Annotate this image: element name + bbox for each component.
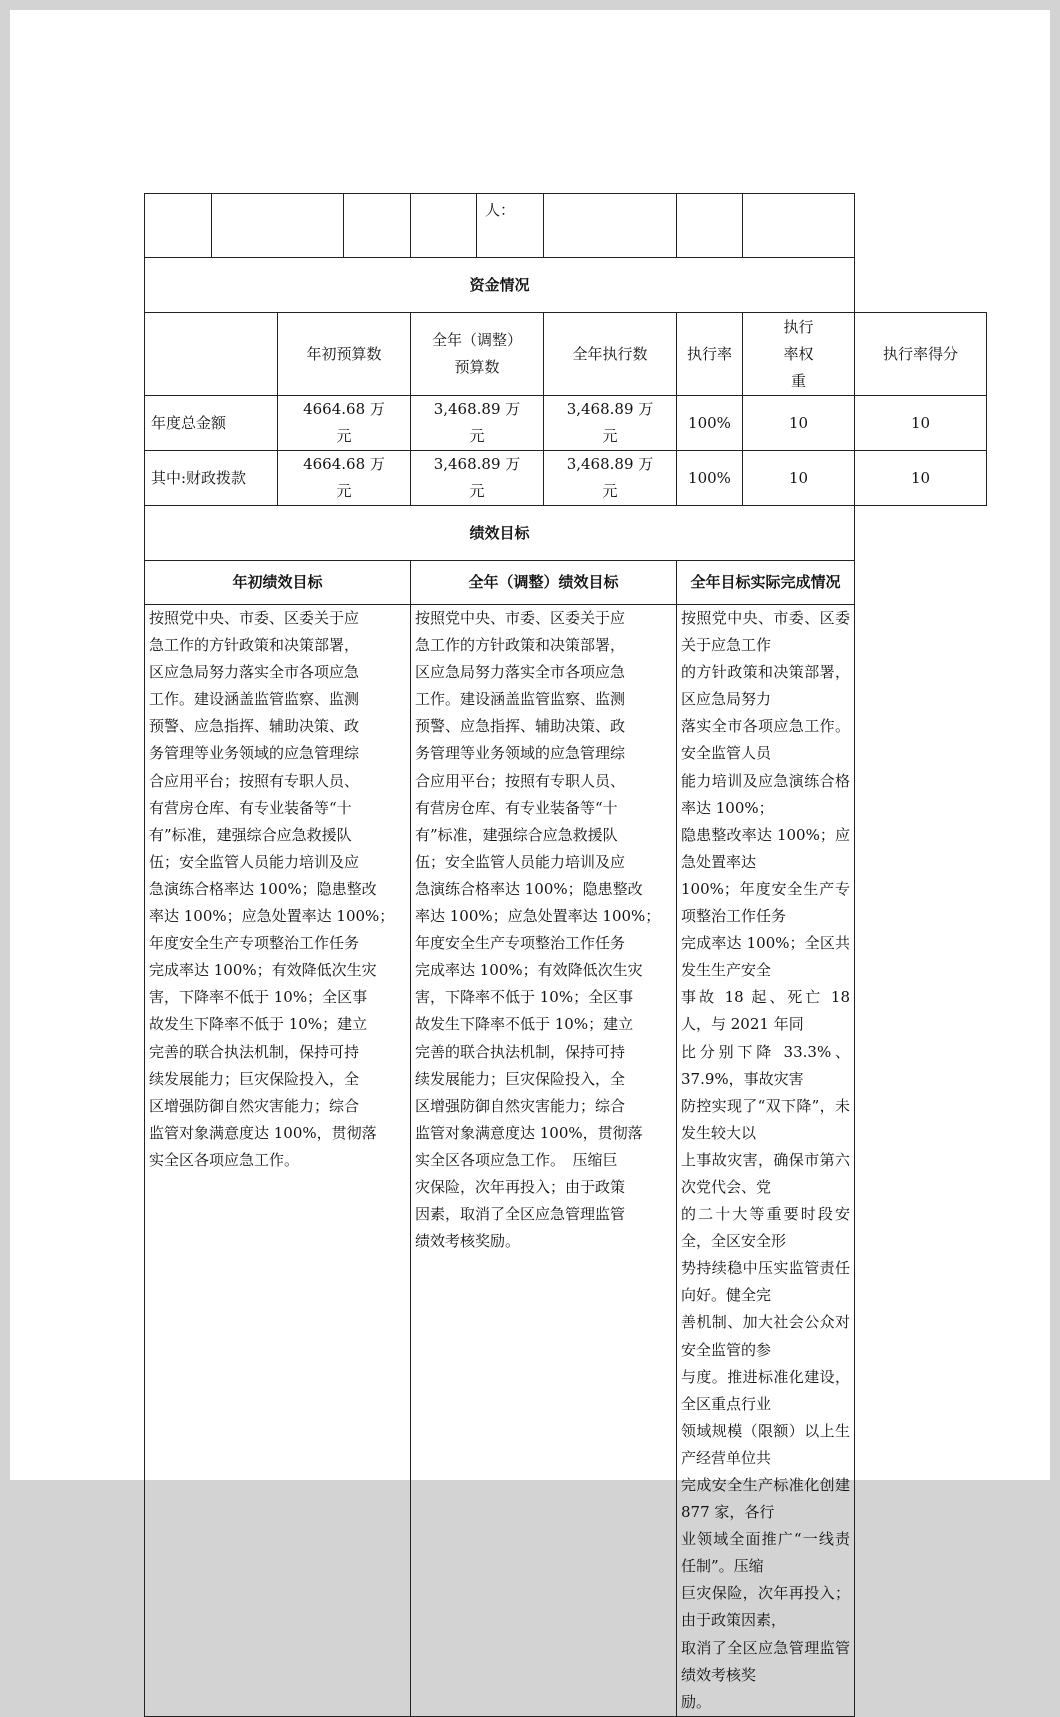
text-line: 区增强防御自然灾害能力；综合 bbox=[415, 1096, 626, 1115]
text-line: 灾保险，次年再投入；由于政策 bbox=[415, 1177, 626, 1196]
text-line: 按照党中央、市委、区委关于应 bbox=[415, 609, 626, 627]
empty-cell bbox=[677, 194, 743, 258]
adjusted-budget-value bbox=[411, 451, 544, 506]
empty-cell bbox=[145, 194, 212, 258]
empty-cell bbox=[212, 194, 344, 258]
empty-cell bbox=[411, 194, 477, 258]
empty-cell bbox=[544, 194, 677, 258]
executed-line1: 3,468.89 万 bbox=[566, 455, 654, 473]
text-line: 业领域全面推广“一线责任制”。压缩 bbox=[681, 1530, 850, 1576]
performance-section-title: 绩效目标 bbox=[145, 506, 855, 561]
executed-line2: 元 bbox=[602, 427, 618, 445]
text-line: 伍；安全监管人员能力培训及应 bbox=[149, 852, 360, 871]
performance-content-row bbox=[145, 605, 987, 1717]
text-line: 完成安全生产标准化创建 877 家，各行 bbox=[681, 1476, 850, 1522]
text-line: 有”标准，建强综合应急救援队 bbox=[415, 825, 618, 844]
rate-value: 100% bbox=[677, 396, 743, 451]
col-actual-result: 全年目标实际完成情况 bbox=[677, 561, 855, 605]
text-line: 完善的联合执法机制，保持可持 bbox=[415, 1042, 626, 1061]
text-line: 防控实现了“双下降”，未发生较大以 bbox=[681, 1096, 850, 1142]
empty-cell bbox=[743, 194, 855, 258]
header-score: 执行率得分 bbox=[855, 313, 987, 396]
text-line: 实全区各项应急工作。 压缩巨 bbox=[415, 1150, 618, 1169]
text-line: 率达 100%；应急处置率达 100%； bbox=[415, 907, 661, 926]
header-rate: 执行率 bbox=[677, 313, 743, 396]
header-initial-budget: 年初预算数 bbox=[278, 313, 411, 396]
text-line: 区应急局努力落实全市各项应急 bbox=[149, 663, 360, 682]
text-line: 的方针政策和决策部署，区应急局努力 bbox=[681, 663, 850, 709]
executed-line2: 元 bbox=[602, 482, 618, 500]
adjusted-line1: 3,468.89 万 bbox=[433, 400, 521, 418]
text-line: 率达 100%；应急处置率达 100%； bbox=[149, 907, 395, 926]
text-line: 按照党中央、市委、区委关于应急工作 bbox=[681, 609, 850, 655]
performance-header-row bbox=[145, 561, 987, 605]
text-line: 续发展能力；巨灾保险投入，全 bbox=[149, 1069, 360, 1088]
row-label: 年度总金额 bbox=[145, 396, 278, 451]
text-line: 事故 18 起、死亡 18 人，与 2021 年同 bbox=[681, 988, 850, 1034]
person-label: 人： bbox=[477, 194, 544, 258]
text-line: 急演练合格率达 100%；隐患整改 bbox=[149, 879, 377, 898]
text-line: 有营房仓库、有专业装备等“十 bbox=[415, 798, 618, 817]
header-adjusted-line1: 全年（调整） bbox=[431, 331, 522, 349]
text-line: 取消了全区应急管理监管绩效考核奖 bbox=[681, 1638, 850, 1684]
text-line: 预警、应急指挥、辅助决策、政 bbox=[149, 717, 360, 736]
header-weight-line1: 执行 bbox=[783, 317, 814, 336]
adjusted-budget-value bbox=[411, 396, 544, 451]
text-line: 续发展能力；巨灾保险投入，全 bbox=[415, 1069, 626, 1088]
header-weight-line2: 率权 bbox=[783, 344, 814, 363]
text-line: 与度。推进标准化建设，全区重点行业 bbox=[681, 1367, 850, 1413]
text-line: 故发生下降率不低于 10%；建立 bbox=[415, 1015, 634, 1034]
text-line: 100%；年度安全生产专项整治工作任务 bbox=[681, 879, 850, 926]
adjusted-line1: 3,468.89 万 bbox=[433, 455, 521, 473]
initial-line1: 4664.68 万 bbox=[303, 400, 385, 418]
text-line: 合应用平台；按照有专职人员、 bbox=[149, 771, 360, 790]
funding-header-row bbox=[145, 313, 987, 396]
weight-value: 10 bbox=[743, 396, 855, 451]
text-line: 害，下降率不低于 10%；全区事 bbox=[415, 988, 634, 1007]
executed-line1: 3,468.89 万 bbox=[566, 400, 654, 418]
text-line: 落实全市各项应急工作。安全监管人员 bbox=[681, 717, 850, 763]
header-weight bbox=[743, 313, 855, 396]
text-line: 领域规模（限额）以上生产经营单位共 bbox=[681, 1421, 850, 1467]
text-line: 的二十大等重要时段安全，全区安全形 bbox=[681, 1205, 850, 1251]
funding-row-fiscal bbox=[145, 451, 987, 506]
col-adjusted-goal: 全年（调整）绩效目标 bbox=[411, 561, 677, 605]
initial-budget-value bbox=[278, 451, 411, 506]
text-line: 年度安全生产专项整治工作任务 bbox=[149, 934, 360, 953]
text-line: 工作。建设涵盖监管监察、监测 bbox=[415, 690, 626, 709]
text-line: 伍；安全监管人员能力培训及应 bbox=[415, 852, 626, 871]
initial-line2: 元 bbox=[336, 482, 352, 500]
initial-goal-text bbox=[145, 605, 411, 1717]
funding-row-total bbox=[145, 396, 987, 451]
text-line: 监管对象满意度达 100%，贯彻落 bbox=[149, 1123, 377, 1142]
text-line: 隐患整改率达 100%；应急处置率达 bbox=[681, 825, 850, 871]
funding-section-title: 资金情况 bbox=[145, 258, 855, 313]
text-line: 害，下降率不低于 10%；全区事 bbox=[149, 988, 368, 1007]
empty-header-cell bbox=[145, 313, 278, 396]
text-line: 急工作的方针政策和决策部署， bbox=[415, 636, 626, 655]
weight-value: 10 bbox=[743, 451, 855, 506]
text-line: 善机制、加大社会公众对安全监管的参 bbox=[681, 1313, 850, 1359]
text-line: 按照党中央、市委、区委关于应 bbox=[149, 609, 360, 627]
text-line: 年度安全生产专项整治工作任务 bbox=[415, 934, 626, 953]
text-line: 有营房仓库、有专业装备等“十 bbox=[149, 798, 352, 817]
text-line: 巨灾保险，次年再投入；由于政策因素， bbox=[681, 1584, 850, 1630]
row-label: 其中:财政拨款 bbox=[145, 451, 278, 506]
text-line: 故发生下降率不低于 10%；建立 bbox=[149, 1015, 368, 1034]
text-line: 完善的联合执法机制，保持可持 bbox=[149, 1042, 360, 1061]
text-line: 完成率达 100%；全区共发生生产安全 bbox=[681, 934, 850, 980]
text-line: 上事故灾害，确保市第六次党代会、党 bbox=[681, 1150, 850, 1196]
initial-budget-value bbox=[278, 396, 411, 451]
initial-line2: 元 bbox=[336, 427, 352, 445]
executed-value bbox=[544, 396, 677, 451]
text-line: 务管理等业务领域的应急管理综 bbox=[149, 744, 360, 763]
text-line: 绩效考核奖励。 bbox=[415, 1232, 521, 1251]
text-line: 预警、应急指挥、辅助决策、政 bbox=[415, 717, 626, 736]
text-line: 工作。建设涵盖监管监察、监测 bbox=[149, 690, 360, 709]
text-line: 势持续稳中压实监管责任向好。健全完 bbox=[681, 1259, 850, 1305]
document-page bbox=[10, 10, 1050, 1711]
header-weight-line3: 重 bbox=[790, 371, 806, 390]
performance-table bbox=[144, 193, 987, 1717]
text-line: 合应用平台；按照有专职人员、 bbox=[415, 771, 626, 790]
score-value: 10 bbox=[855, 451, 987, 506]
top-row bbox=[145, 194, 987, 258]
text-line: 务管理等业务领域的应急管理综 bbox=[415, 744, 626, 763]
adjusted-line2: 元 bbox=[469, 482, 485, 500]
text-line: 励。 bbox=[681, 1692, 712, 1711]
executed-value bbox=[544, 451, 677, 506]
header-executed: 全年执行数 bbox=[544, 313, 677, 396]
empty-cell bbox=[344, 194, 411, 258]
adjusted-line2: 元 bbox=[469, 427, 485, 445]
header-adjusted-budget bbox=[411, 313, 544, 396]
text-line: 急工作的方针政策和决策部署， bbox=[149, 636, 360, 655]
initial-line1: 4664.68 万 bbox=[303, 455, 385, 473]
text-line: 能力培训及应急演练合格率达 100%； bbox=[681, 771, 850, 817]
col-initial-goal: 年初绩效目标 bbox=[145, 561, 411, 605]
actual-result-text bbox=[677, 605, 855, 1717]
text-line: 比分别下降 33.3%、37.9%，事故灾害 bbox=[681, 1042, 850, 1088]
adjusted-goal-text bbox=[411, 605, 677, 1717]
text-line: 区应急局努力落实全市各项应急 bbox=[415, 663, 626, 682]
text-line: 因素，取消了全区应急管理监管 bbox=[415, 1205, 626, 1224]
text-line: 监管对象满意度达 100%，贯彻落 bbox=[415, 1123, 643, 1142]
text-line: 区增强防御自然灾害能力；综合 bbox=[149, 1096, 360, 1115]
text-line: 有”标准，建强综合应急救援队 bbox=[149, 825, 352, 844]
rate-value: 100% bbox=[677, 451, 743, 506]
text-line: 急演练合格率达 100%；隐患整改 bbox=[415, 879, 643, 898]
header-adjusted-line2: 预算数 bbox=[454, 358, 500, 376]
text-line: 实全区各项应急工作。 bbox=[149, 1150, 300, 1169]
score-value: 10 bbox=[855, 396, 987, 451]
text-line: 完成率达 100%；有效降低次生灾 bbox=[415, 961, 643, 980]
text-line: 完成率达 100%；有效降低次生灾 bbox=[149, 961, 377, 980]
